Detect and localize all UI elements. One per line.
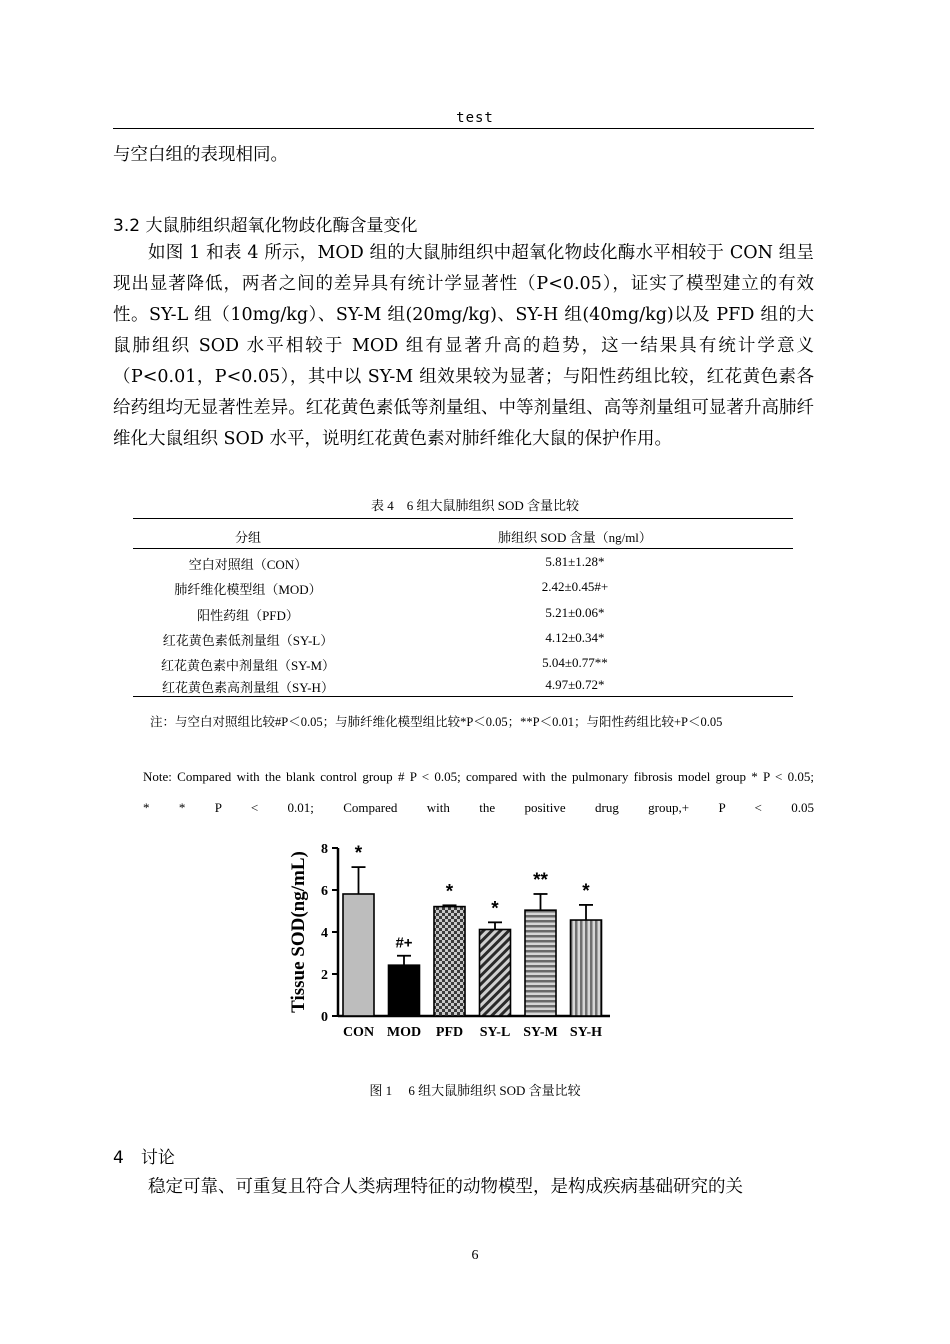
sod-bar-chart bbox=[280, 835, 620, 1045]
y-tick-label: 4 bbox=[321, 926, 328, 941]
table-cell-group: 红花黄色素中剂量组（SY-M） bbox=[160, 658, 336, 673]
section-heading-3-2: 3.2 大鼠肺组织超氧化物歧化酶含量变化 bbox=[113, 216, 418, 236]
table-caption: 表 4 6 组大鼠肺组织 SOD 含量比较 bbox=[370, 498, 579, 513]
intro-line: 与空白组的表现相同。 bbox=[113, 145, 288, 165]
page-number: 6 bbox=[471, 1248, 479, 1263]
x-tick-label: SY-M bbox=[523, 1025, 558, 1040]
y-tick-label: 2 bbox=[321, 968, 328, 983]
x-tick-label: SY-H bbox=[569, 1025, 603, 1040]
x-ticks bbox=[343, 1025, 602, 1040]
figure-caption: 图 1 6 组大鼠肺组织 SOD 含量比较 bbox=[369, 1083, 581, 1098]
table-cell-group: 红花黄色素低剂量组（SY-L） bbox=[162, 633, 334, 648]
table-cell-group: 红花黄色素高剂量组（SY-H） bbox=[162, 680, 334, 695]
table-cell-value: 2.42±0.45#+ bbox=[541, 579, 609, 594]
bars bbox=[343, 843, 602, 1016]
x-tick-label: MOD bbox=[386, 1025, 422, 1040]
page-header: test bbox=[456, 110, 494, 126]
table-note-en: Note: Compared with the blank control group # P < 0.05; compared with the pulmonary fibrosis model group * P < 0.05; * * P < 0.01; Compared with the positive drug group,+ P < 0.05 bbox=[143, 769, 814, 815]
table-cell-group: 肺纤维化模型组（MOD） bbox=[174, 582, 322, 597]
y-tick-label: 0 bbox=[321, 1010, 328, 1025]
y-tick-label: 8 bbox=[321, 842, 328, 857]
table-bottom-rule bbox=[133, 696, 793, 697]
section-paragraph-4: 稳定可靠、可重复且符合人类病理特征的动物模型，是构成疾病基础研究的关 bbox=[148, 1177, 743, 1197]
bar-mod bbox=[389, 965, 420, 1016]
significance-label: * bbox=[354, 843, 363, 865]
table-cell-value: 5.04±0.77** bbox=[542, 655, 608, 670]
significance-label: #+ bbox=[395, 934, 413, 952]
x-tick-label: CON bbox=[342, 1025, 375, 1040]
section-heading-4: 4 讨论 bbox=[113, 1148, 175, 1168]
bar-pfd bbox=[434, 907, 465, 1016]
chart-axes bbox=[338, 848, 610, 1016]
table-header-sod: 肺组织 SOD 含量（ng/ml） bbox=[498, 530, 652, 545]
significance-label: * bbox=[582, 880, 590, 902]
table-cell-value: 4.12±0.34* bbox=[545, 630, 605, 645]
x-tick-label: SY-L bbox=[479, 1025, 511, 1040]
section-paragraph-3-2: 如图 1 和表 4 所示，MOD 组的大鼠肺组织中超氧化物歧化酶水平相较于 CON 组呈现出显著降低，两者之间的差异具有统计学显著性（P<0.05），证实了模型建立的有效性。SY-L 组（10mg/kg）、SY-M 组(20mg/kg)、SY-H 组(40mg/kg)以及 PFD 组的大鼠肺组织 SOD 水平相较于 MOD 组有显著升高的趋势，这一结果具有统计学意义（P<0.01，P<0.05），其中以 SY-M 组效果较为显著；与阳性药组比较，红花黄色素各给药组均无显著性差异。红花黄色素低等剂量组、中等剂量组、高等剂量组可显著升高肺纤维化大鼠组织 SOD 水平，说明红花黄色素对肺纤维化大鼠的保护作用。 bbox=[113, 243, 814, 449]
x-tick-label: PFD bbox=[435, 1025, 464, 1040]
header-rule bbox=[113, 128, 814, 129]
y-ticks bbox=[321, 842, 338, 1025]
table-header-rule bbox=[133, 548, 793, 549]
bar-sy-l bbox=[480, 929, 511, 1016]
significance-label: * bbox=[491, 898, 499, 920]
table-cell-group: 空白对照组（CON） bbox=[188, 557, 308, 572]
table-cell-group: 阳性药组（PFD） bbox=[197, 608, 299, 623]
table-note-cn: 注：与空白对照组比较#P＜0.05；与肺纤维化模型组比较*P＜0.05；**P＜0.01；与阳性药组比较+P＜0.05 bbox=[150, 715, 723, 729]
table-header-group: 分组 bbox=[234, 530, 261, 545]
bar-con bbox=[343, 894, 374, 1016]
significance-label: ** bbox=[533, 869, 548, 891]
bar-sy-h bbox=[571, 920, 602, 1016]
significance-label: * bbox=[445, 881, 454, 903]
bar-sy-m bbox=[525, 910, 556, 1016]
y-axis-label: Tissue SOD(ng/mL) bbox=[288, 851, 309, 1013]
table-cell-value: 4.97±0.72* bbox=[545, 677, 605, 692]
table-cell-value: 5.81±1.28* bbox=[545, 554, 605, 569]
table-cell-value: 5.21±0.06* bbox=[545, 605, 605, 620]
table-top-rule bbox=[133, 518, 793, 519]
y-tick-label: 6 bbox=[321, 884, 328, 899]
